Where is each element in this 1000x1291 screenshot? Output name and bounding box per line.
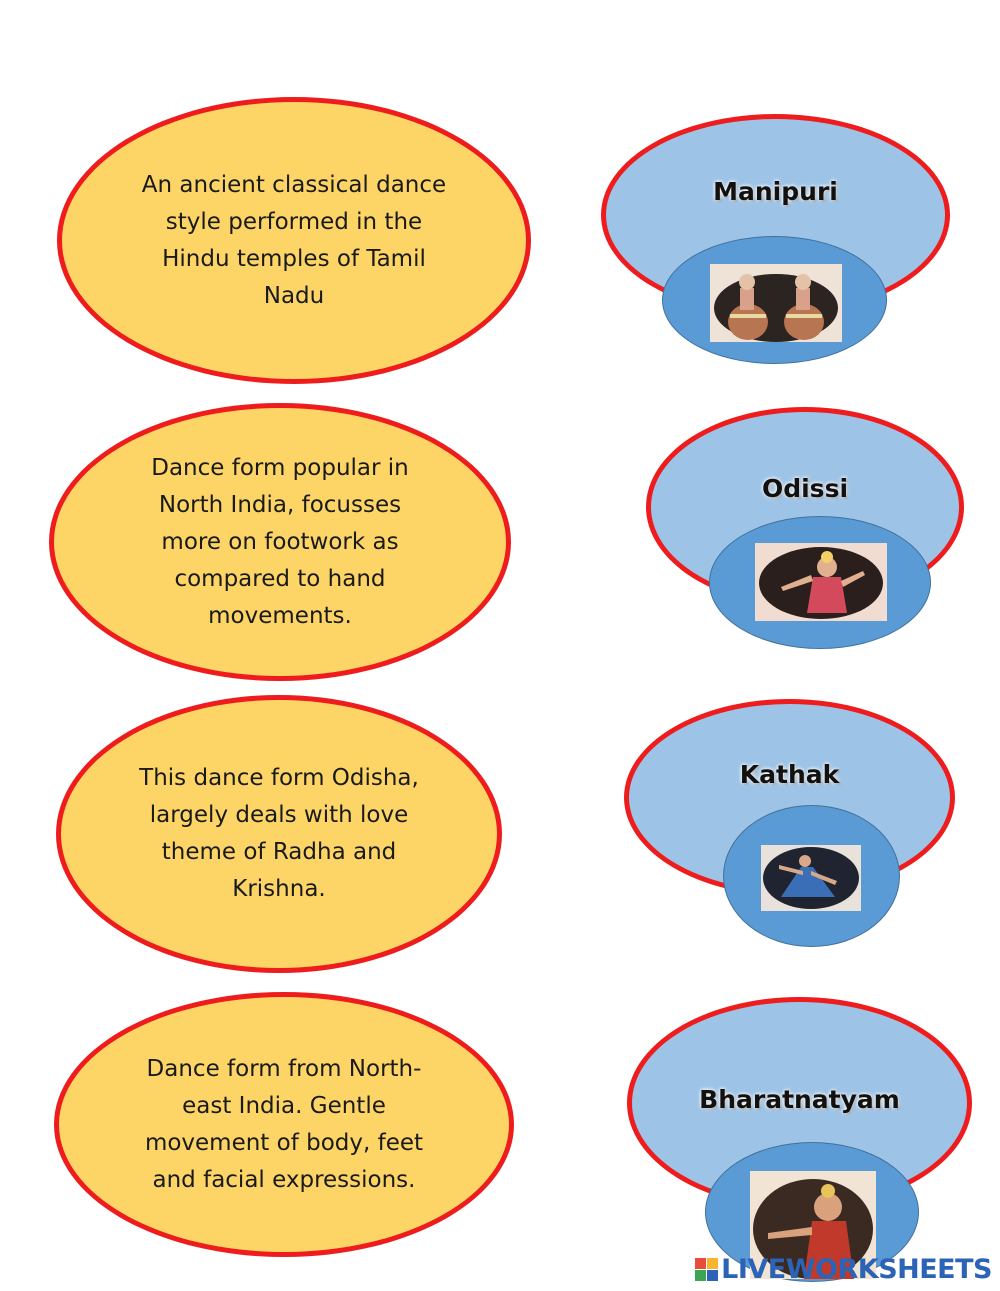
description-card-4[interactable] bbox=[54, 992, 514, 1257]
photo-oval bbox=[709, 516, 931, 649]
photo-oval bbox=[723, 805, 900, 947]
dance-name-label: Odissi bbox=[761, 474, 849, 503]
odissi-dancer-photo bbox=[755, 543, 887, 621]
watermark-text: LIVEWORKSHEETS bbox=[721, 1254, 992, 1285]
description-card-2[interactable] bbox=[49, 403, 511, 681]
manipuri-dancers-photo bbox=[710, 264, 842, 342]
photo-oval bbox=[662, 236, 887, 364]
description-card-1[interactable] bbox=[57, 97, 531, 384]
description-card-3[interactable] bbox=[56, 695, 502, 973]
description-text: This dance form Odisha, largely deals with love theme of Radha and Krishna. bbox=[139, 765, 419, 902]
dance-name-label: Manipuri bbox=[713, 177, 838, 206]
description-text: An ancient classical dance style performed in the Hindu temples of Tamil Nadu bbox=[141, 171, 447, 309]
dance-name-label: Bharatnatyam bbox=[699, 1085, 900, 1114]
dance-name-label: Kathak bbox=[739, 760, 840, 789]
description-text: Dance form popular in North India, focusses more on footwork as compared to hand movements. bbox=[151, 454, 409, 629]
description-text: Dance form from North-east India. Gentle movement of body, feet and facial expressions. bbox=[144, 1055, 424, 1193]
kathak-dancer-photo bbox=[761, 845, 861, 911]
liveworksheets-logo-icon bbox=[695, 1258, 718, 1281]
liveworksheets-watermark bbox=[695, 1254, 992, 1285]
